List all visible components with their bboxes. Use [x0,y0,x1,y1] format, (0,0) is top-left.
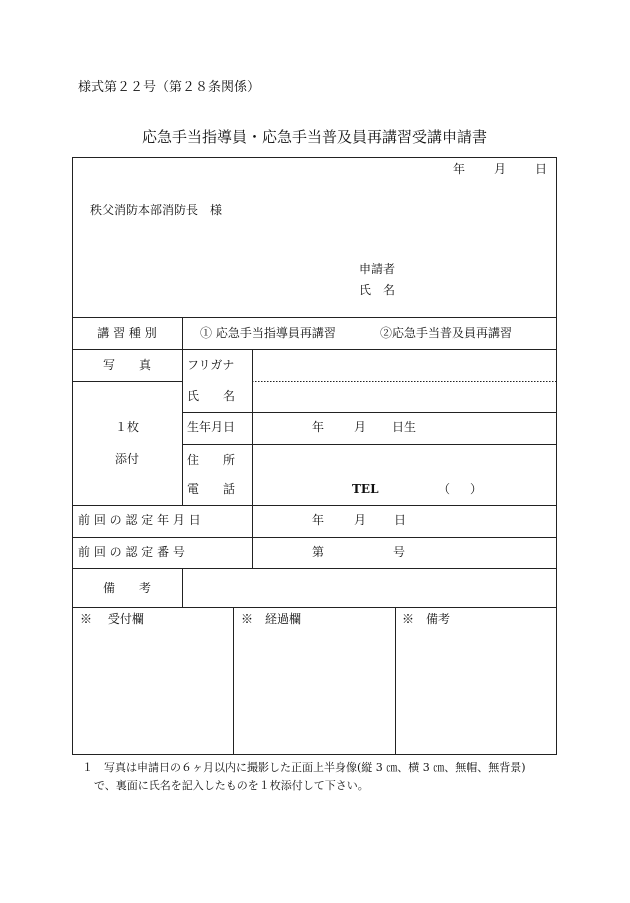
form-number: 様式第２２号（第２８条関係） [78,80,261,95]
office-remarks-column-label: ※ 備考 [402,612,451,626]
prev-cert-number-suffix: 号 [393,545,406,559]
name-label: 氏 名 [187,389,236,403]
birthdate-label: 生年月日 [187,420,236,434]
date-year-label: 年 [453,162,466,176]
birth-month-label: 月 [354,420,367,434]
course-type-label: 講 習 種 別 [97,326,157,340]
date-day-label: 日 [535,162,548,176]
prev-cert-number-prefix: 第 [312,545,325,559]
course-option-promoter: ②応急手当普及員再講習 [380,326,513,340]
photo-count: １枚 [114,420,139,434]
phone-label: 電 話 [187,482,236,496]
progress-column-label: ※ 経過欄 [241,612,302,626]
footnote-line-1: １ 写真は申請日の６ヶ月以内に撮影した正面上半身像(縦 3 ㎝、横 3 ㎝、無帽、無背景) [82,761,526,774]
tel-label: TEL [352,482,379,496]
footnote-line-2: で、裏面に氏名を記入したものを１枚添付して下さい。 [94,779,369,792]
page-title: 応急手当指導員・応急手当普及員再講習受講申請書 [141,128,487,146]
photo-label: 写 真 [102,358,151,372]
prev-cert-date-label: 前 回 の 認 定 年 月 日 [78,513,201,527]
photo-attach: 添付 [114,452,139,466]
birth-day-label: 日生 [392,420,417,434]
addressee: 秩父消防本部消防長 様 [90,203,223,217]
remarks-label: 備 考 [102,581,151,595]
tel-paren-close: ） [470,482,483,496]
prev-cert-month-label: 月 [354,513,367,527]
reception-column-label: ※ 受付欄 [80,612,144,626]
applicant-name-label: 氏 名 [359,283,396,297]
furigana-label: フリガナ [187,358,235,372]
date-month-label: 月 [494,162,507,176]
prev-cert-number-label: 前 回 の 認 定 番 号 [78,545,185,559]
applicant-label: 申請者 [359,262,396,276]
prev-cert-year-label: 年 [312,513,325,527]
address-label: 住 所 [187,453,236,467]
course-option-instructor: ① 応急手当指導員再講習 [200,326,336,340]
birth-year-label: 年 [312,420,325,434]
prev-cert-day-label: 日 [394,513,407,527]
tel-paren-open: （ [438,482,451,496]
